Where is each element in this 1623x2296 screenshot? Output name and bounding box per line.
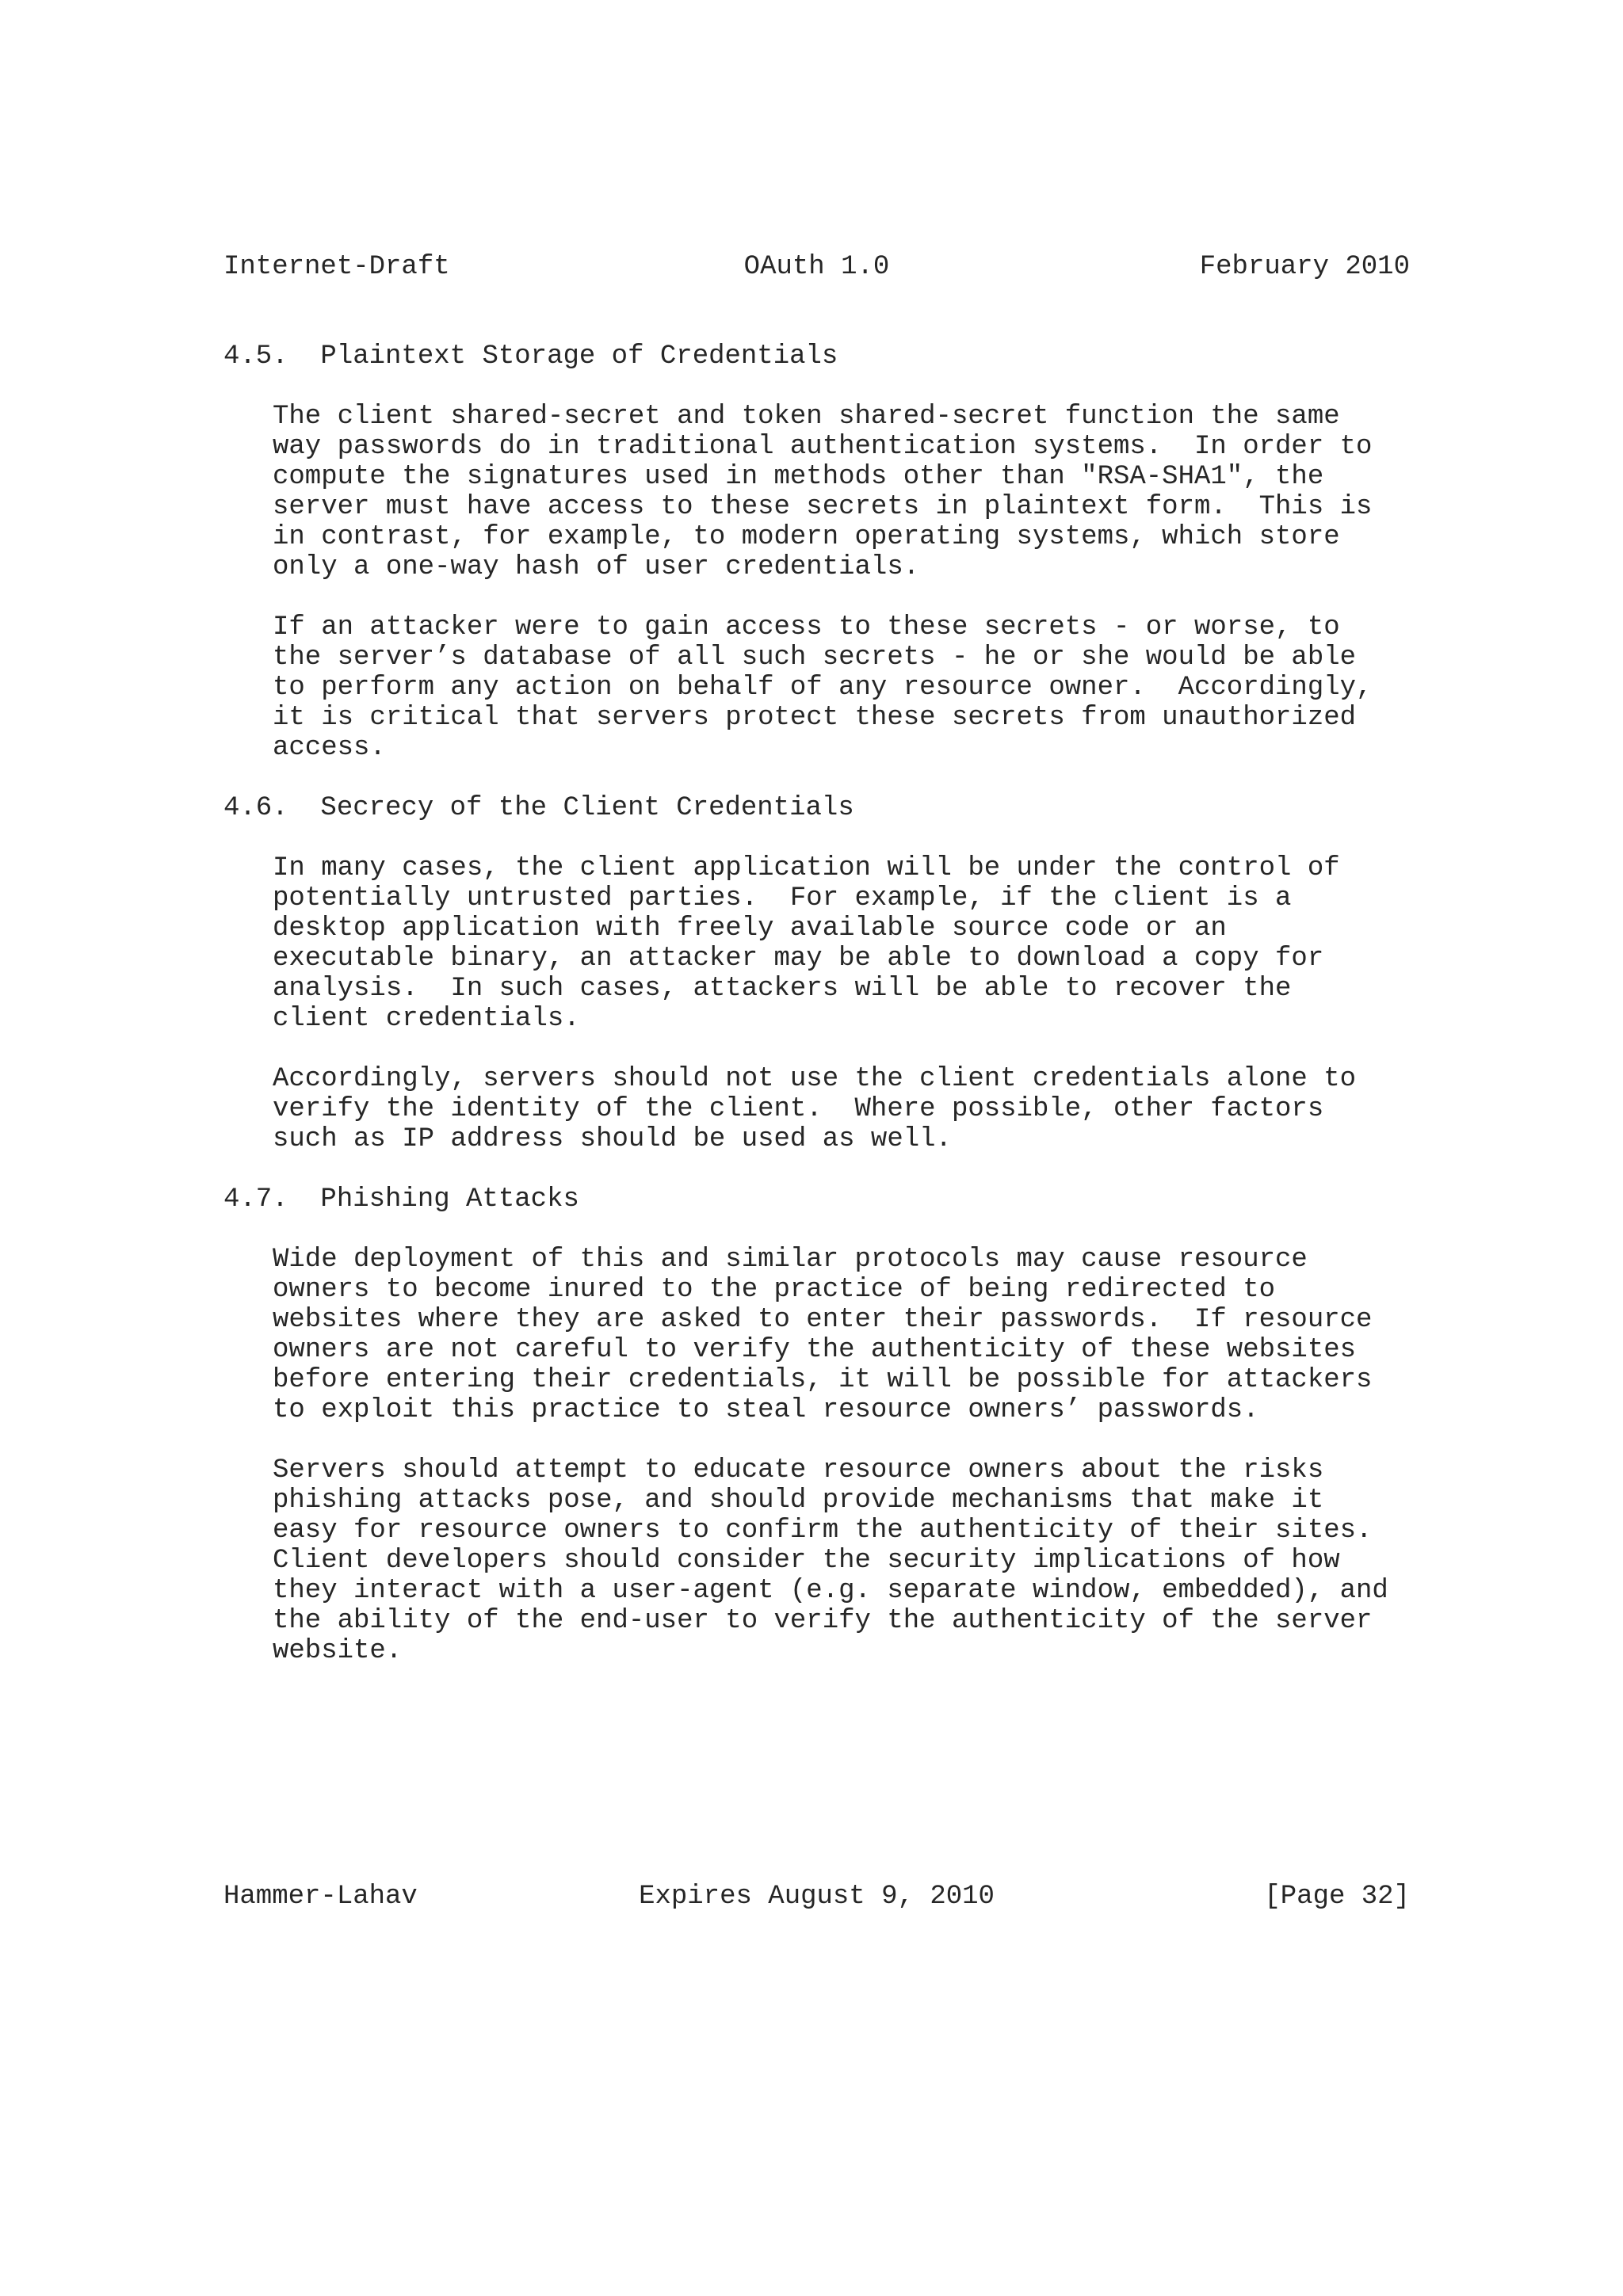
paragraph-line: access. bbox=[273, 733, 386, 763]
paragraph-line: Servers should attempt to educate resource owners about the risks bbox=[273, 1455, 1324, 1486]
footer-right: [Page 32] bbox=[1264, 1882, 1410, 1912]
paragraph-line: In many cases, the client application will be under the control of bbox=[273, 853, 1340, 883]
paragraph-line: to perform any action on behalf of any resource owner. Accordingly, bbox=[273, 673, 1373, 703]
paragraph-line: If an attacker were to gain access to these secrets - or worse, to bbox=[273, 612, 1340, 643]
paragraph-line: website. bbox=[273, 1636, 403, 1666]
paragraph-line: way passwords do in traditional authentication systems. In order to bbox=[273, 432, 1373, 462]
paragraph-line: owners to become inured to the practice of being redirected to bbox=[273, 1275, 1276, 1305]
paragraph-line: owners are not careful to verify the authenticity of these websites bbox=[273, 1335, 1357, 1365]
paragraph-line: desktop application with freely available source code or an bbox=[273, 913, 1227, 944]
paragraph-line: such as IP address should be used as well. bbox=[273, 1124, 952, 1154]
page-footer bbox=[223, 1882, 1410, 1913]
paragraph-line: the ability of the end-user to verify the authenticity of the server bbox=[273, 1606, 1373, 1636]
paragraph-line: websites where they are asked to enter their passwords. If resource bbox=[273, 1305, 1373, 1335]
paragraph-line: easy for resource owners to confirm the authenticity of their sites. bbox=[273, 1516, 1373, 1546]
footer-center: Expires August 9, 2010 bbox=[639, 1882, 995, 1912]
paragraph-line: The client shared-secret and token shared-secret function the same bbox=[273, 402, 1340, 432]
page-header bbox=[223, 252, 1410, 284]
paragraph-line: in contrast, for example, to modern operating systems, which store bbox=[273, 522, 1340, 552]
paragraph-line: Accordingly, servers should not use the client credentials alone to bbox=[273, 1064, 1357, 1094]
paragraph-line: Client developers should consider the security implications of how bbox=[273, 1546, 1340, 1576]
paragraph-line: verify the identity of the client. Where possible, other factors bbox=[273, 1094, 1324, 1124]
header-left: Internet-Draft bbox=[223, 252, 450, 282]
section-heading-4-7: 4.7. Phishing Attacks bbox=[223, 1184, 579, 1215]
paragraph-line: to exploit this practice to steal resource owners’ passwords. bbox=[273, 1395, 1259, 1425]
paragraph-line: the server’s database of all such secrets - he or she would be able bbox=[273, 643, 1357, 673]
header-center: OAuth 1.0 bbox=[743, 252, 890, 282]
paragraph-line: analysis. In such cases, attackers will be able to recover the bbox=[273, 974, 1292, 1004]
paragraph-line: before entering their credentials, it will be possible for attackers bbox=[273, 1365, 1373, 1395]
paragraph-line: potentially untrusted parties. For example, if the client is a bbox=[273, 883, 1292, 913]
section-heading-4-6: 4.6. Secrecy of the Client Credentials bbox=[223, 793, 854, 823]
section-heading-4-5: 4.5. Plaintext Storage of Credentials bbox=[223, 341, 838, 372]
paragraph-line: only a one-way hash of user credentials. bbox=[273, 552, 920, 582]
header-right: February 2010 bbox=[1199, 252, 1410, 282]
paragraph-line: client credentials. bbox=[273, 1004, 580, 1034]
paragraph-line: executable binary, an attacker may be able to download a copy for bbox=[273, 944, 1324, 974]
paragraph-line: compute the signatures used in methods other than "RSA-SHA1", the bbox=[273, 462, 1324, 492]
paragraph-line: it is critical that servers protect these secrets from unauthorized bbox=[273, 703, 1357, 733]
paragraph-line: they interact with a user-agent (e.g. separate window, embedded), and bbox=[273, 1576, 1388, 1606]
paragraph-line: phishing attacks pose, and should provide mechanisms that make it bbox=[273, 1486, 1324, 1516]
paragraph-line: server must have access to these secrets in plaintext form. This is bbox=[273, 492, 1373, 522]
footer-left: Hammer-Lahav bbox=[223, 1882, 418, 1912]
paragraph-line: Wide deployment of this and similar protocols may cause resource bbox=[273, 1245, 1308, 1275]
